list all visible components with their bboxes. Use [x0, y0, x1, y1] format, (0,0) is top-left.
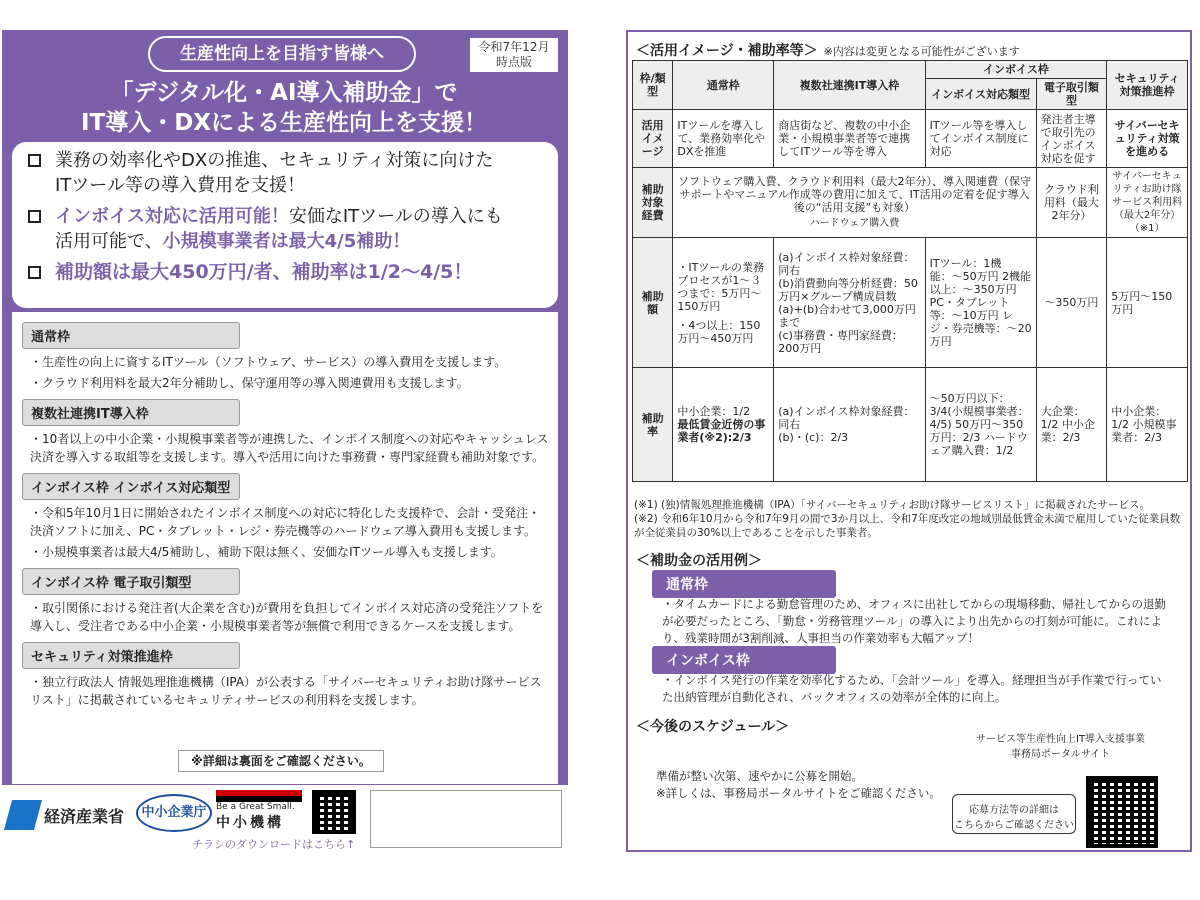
schedule-line: ※詳しくは、事務局ポータルサイトをご確認ください。: [656, 786, 941, 800]
example-invoice-heading: インボイス枠: [652, 646, 836, 674]
schedule-line: 準備が整い次第、速やかに公募を開始。: [656, 769, 863, 783]
row-usage: 活用イメージ: [633, 110, 673, 168]
support-categories: [12, 312, 558, 784]
point-2: [28, 204, 542, 254]
col-invoice-support: インボイス対応類型: [925, 79, 1036, 110]
smrj-tagline: Be a Great Small.: [216, 802, 295, 812]
col-type: 枠/類型: [633, 61, 673, 110]
checkbox-icon: [28, 210, 41, 223]
as-of-version: 時点版: [495, 55, 532, 69]
cost-cell: [673, 168, 1036, 238]
point-text: ITツール等の導入費用を支援！: [55, 175, 305, 196]
subsidy-table: [632, 60, 1188, 482]
point-3: [28, 260, 542, 285]
point-text: 安価なITツールの導入にも: [288, 206, 503, 227]
note-1: (※1) (独)情報処理推進機構（IPA）「サイバーセキュリティお助け隊サービスリスト」に掲載されたサービス。: [634, 499, 1151, 511]
cell: [673, 238, 774, 368]
section-heading: 複数社連携IT導入枠: [22, 399, 240, 426]
section-heading: インボイス枠 電子取引類型: [22, 568, 240, 595]
cell-line: (b)・(c)：2/3: [778, 431, 849, 444]
chusho-logo: 中小企業庁: [136, 794, 212, 832]
point-1: [28, 148, 542, 198]
section-text: ・10者以上の中小企業・小規模事業者等が連携した、インボイス制度への対応やキャッシュレス決済を導入する取組等を支援します。導入や活用に向けた事務費・専門家経費も補助対象です。: [30, 432, 549, 464]
cell-line: (b)消費動向等分析経費：50万円×グループ構成員数: [778, 276, 918, 303]
cell: ITツール：1機能：〜50万円 2機能以上：〜350万円 PC・タブレット等：〜10万円 レジ・券売機等：〜20万円: [925, 238, 1036, 368]
checkbox-icon: [28, 266, 41, 279]
apply-callout: [952, 794, 1076, 834]
apply-line: こちらからご確認ください: [954, 820, 1074, 831]
download-qr-icon[interactable]: [312, 790, 356, 834]
download-link[interactable]: チラシのダウンロードはこちら↑: [192, 838, 356, 851]
as-of-badge: [470, 38, 558, 72]
point-highlight: 小規模事業者は最大4/5補助！: [162, 231, 411, 252]
cell-line: (c)事務費・専門家経費：200万円: [778, 328, 903, 355]
cell: サイバーセキュリティ対策を進める: [1107, 110, 1188, 168]
col-regular: 通常枠: [673, 61, 774, 110]
usage-title: [636, 40, 1020, 60]
cell: [774, 238, 925, 368]
schedule-text: [656, 768, 941, 802]
cell: 5万円〜150万円: [1107, 238, 1188, 368]
section-text: ・生産性の向上に資するITツール（ソフトウェア、サービス）の導入費用を支援します。: [30, 355, 507, 369]
details-note: ※詳細は裏面をご確認ください。: [178, 750, 384, 772]
row-cost: 補助対象経費: [633, 168, 673, 238]
point-text: 業務の効率化やDXの推進、セキュリティ対策に向けた: [55, 150, 494, 171]
cost-main: ソフトウェア購入費、クラウド利用料（最大2年分）、導入関連費（保守サポートやマニュアル作成等の費用に加えて、IT活用の定着を促す導入後の“活用支援”も対象）: [677, 175, 1032, 214]
section-text: ・クラウド利用料を最大2年分補助し、保守運用等の導入関連費用も支援します。: [30, 376, 469, 390]
note-2: (※2) 令和6年10月から令和7年9月の間で3か月以上、令和7年度改定の地域別最低賃金未満で雇用していた従業員数が全従業員の30%以上であることを示した事業者。: [634, 513, 1181, 539]
col-e-transaction: 電子取引類型: [1036, 79, 1107, 110]
section-text: ・独立行政法人 情報処理推進機構（IPA）が公表する「サイバーセキュリティお助け隊サービスリスト」に掲載されているセキュリティサービスの利用料を支援します。: [30, 675, 542, 707]
cell: [673, 368, 774, 482]
cell: クラウド利用料（最大2年分）: [1036, 168, 1107, 238]
cell: [774, 368, 925, 482]
cell: 発注者主導で取引先のインボイス対応を促す: [1036, 110, 1107, 168]
smrj-mark: [216, 790, 302, 802]
cell: ITツール等を導入してインボイス制度に対応: [925, 110, 1036, 168]
section-heading: セキュリティ対策推進枠: [22, 642, 240, 669]
cell-line: (a)インボイス枠対象経費：同右: [778, 405, 915, 431]
section-text: ・小規模事業者は最大4/5補助し、補助下限は無く、安価なITツール導入も支援します。: [30, 545, 503, 559]
smrj-logo: [216, 790, 302, 832]
example-regular-heading: 通常枠: [652, 570, 836, 598]
portal-line: 事務局ポータルサイト: [1010, 749, 1111, 760]
as-of-date: 令和7年12月: [478, 40, 550, 54]
portal-qr-icon[interactable]: [1086, 776, 1158, 848]
usage-heading: ＜活用イメージ・補助率等＞: [636, 43, 818, 59]
key-points: [12, 142, 558, 308]
col-security: セキュリティ対策推進枠: [1107, 61, 1188, 110]
point-highlight: インボイス対応に活用可能！: [55, 206, 289, 227]
example-regular-text: ・タイムカードによる勤怠管理のため、オフィスに出社してからの現場移動、帰社してからの退勤が必要だったところ、「勤怠・労務管理ツール」の導入により出先からの打刻が可能に。これにより、残業時間が3割削減、人事担当の作業効率も大幅アップ！: [662, 597, 1167, 645]
cell-line: ・4つ以上：150万円〜450万円: [677, 318, 761, 345]
meti-name: 経済産業省: [44, 806, 125, 826]
meti-logo: [8, 800, 124, 830]
cell-line: (a)+(b)合わせて3,000万円まで: [778, 302, 916, 329]
cell-line: (a)インボイス枠対象経費：同右: [778, 250, 915, 277]
right-panel: [626, 30, 1192, 852]
cell-line: ・ITツールの業務プロセスが1〜３つまで：5万円〜150万円: [677, 260, 765, 313]
section-text: ・取引関係における発注者(大企業を含む)が費用を負担してインボイス対応済の受発注ソフトを導入し、受注者である中小企業・小規模事業者等が無償で利用できるケースを支援します。: [30, 601, 544, 633]
checkbox-icon: [28, 154, 41, 167]
section-text: ・令和5年10月1日に開始されたインボイス制度への対応に特化した支援枠で、会計・受発注・決済ソフトに加え、PC・タブレット・レジ・券売機等のハードウェア導入費用も支援します。: [30, 506, 541, 538]
cell: 中小企業：1/2 小規模事業者：2/3: [1107, 368, 1188, 482]
example-invoice-text: ・インボイス発行の作業を効率化するため、「会計ツール」を導入。経理担当が手作業で行っていた出納管理が自動化され、バックオフィスの効率が全体的に向上。: [662, 673, 1162, 704]
portal-label: [976, 730, 1145, 760]
usage-note: ※内容は変更となる可能性がございます: [823, 45, 1020, 58]
cell: 商店街など、複数の中小企業・小規模事業者等で連携してITツール等を導入: [774, 110, 925, 168]
cell: 〜50万円以下：3/4(小規模事業者：4/5) 50万円〜350万円：2/3 ハードウェア購入費：1/2: [925, 368, 1036, 482]
cell: 〜350万円: [1036, 238, 1107, 368]
cell: サイバーセキュリティお助け隊サービス利用料（最大2年分）（※1）: [1107, 168, 1188, 238]
logo-strip: [8, 790, 568, 852]
section-heading: 通常枠: [22, 322, 240, 349]
row-amount: 補助額: [633, 238, 673, 368]
smrj-name: 中小機構: [216, 815, 284, 831]
point-highlight: 補助額は最大450万円/者、補助率は1/2〜4/5！: [55, 261, 473, 283]
headline: [10, 78, 558, 138]
cell: ITツールを導入して、業務効率化やDXを推進: [673, 110, 774, 168]
headline-line2: IT導入・DXによる生産性向上を支援！: [80, 110, 488, 136]
table-notes: [634, 498, 1190, 540]
cell: 大企業：1/2 中小企業：2/3: [1036, 368, 1107, 482]
cell-line: 中小企業：1/2: [677, 405, 751, 418]
row-rate: 補助率: [633, 368, 673, 482]
col-multi: 複数社連携IT導入枠: [774, 61, 925, 110]
audience-pill: 生産性向上を目指す皆様へ: [148, 36, 416, 72]
blank-stamp-box: [370, 790, 562, 848]
point-text: 活用可能で、: [55, 231, 163, 252]
cost-hw: ハードウェア購入費: [809, 218, 900, 229]
section-heading: インボイス枠 インボイス対応類型: [22, 473, 240, 500]
meti-icon: [4, 800, 42, 830]
examples-title: ＜補助金の活用例＞: [636, 553, 762, 569]
col-invoice: インボイス枠: [925, 61, 1107, 79]
headline-line1: 「デジタル化・AI導入補助金」で: [110, 80, 458, 106]
portal-line: サービス等生産性向上IT導入支援事業: [976, 734, 1146, 745]
cell-line: 最低賃金近傍の事業者(※2):2/3: [677, 418, 766, 444]
apply-line: 応募方法等の詳細は: [969, 805, 1059, 816]
schedule-title: ＜今後のスケジュール＞: [636, 719, 790, 735]
